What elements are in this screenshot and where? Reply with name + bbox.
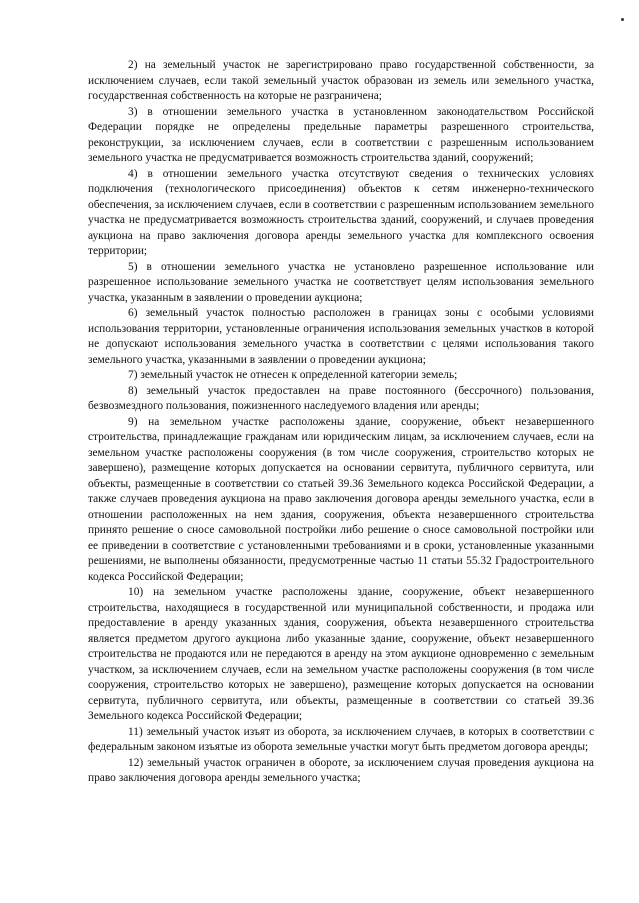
- paragraph-item-4: 4) в отношении земельного участка отсутствуют сведения о технических условиях подключения (технологического присоединения) объектов к сетям инженерно-технического обеспечения, за исключением случаев, если в соответствии с разрешенным использованием земельного участка не предусматривается возможность строительства зданий, сооружений, и случаев проведения аукциона на право заключения договора аренды земельного участка для комплексного освоения территории;: [88, 167, 594, 257]
- paragraph-item-2: 2) на земельный участок не зарегистрировано право государственной собственности, за исключением случаев, если такой земельный участок образован из земель или земельного участка, государственная собственность на которые не разграничена;: [88, 59, 594, 102]
- corner-mark: [621, 18, 624, 21]
- paragraph-item-5: 5) в отношении земельного участка не установлено разрешенное использование или разрешенное использование земельного участка не соответствует целям использования земельного участка, указанным в заявлении о проведении аукциона;: [88, 260, 594, 304]
- paragraph-item-12: 12) земельный участок ограничен в обороте, за исключением случая проведения аукциона на право заключения договора аренды земельного участка;: [88, 756, 594, 784]
- paragraph-item-10: 10) на земельном участке расположены здание, сооружение, объект незавершенного строительства, находящиеся в государственной или муниципальной собственности, и продажа или предоставление в аренду указанных здания, сооружения, объекта незавершенного строительства является предметом другого аукциона либо указанные здание, сооружение, объект незавершенного строительства не продаются или не передаются в аренду на этом аукционе одновременно с земельным участком, за исключением случаев, если на земельном участке расположены сооружения (в том числе сооружения, строительство которых не завершено), размещение которых допускается на основании сервитута, публичного сервитута, или объекты, размещенные в соответствии со статьей 39.36 Земельного кодекса Российской Федерации;: [88, 586, 594, 722]
- document-page: [88, 58, 594, 787]
- paragraph-item-9: 9) на земельном участке расположены здание, сооружение, объект незавершенного строительства, принадлежащие гражданам или юридическим лицам, за исключением случаев, если на земельном участке расположены сооружения (в том числе сооружения, строительство которых не завершено), размещение которых допускается на основании сервитута, публичного сервитута, или объекты, размещенные в соответствии со статьей 39.36 Земельного кодекса Российской Федерации, а также случаев проведения аукциона на право заключения договора аренды земельного участка, если в отношении расположенных на нем здания, сооружения, объекта незавершенного строительства принято решение о сносе самовольной постройки либо решение о сносе самовольной постройки или ее приведении в соответствие с установленными требованиями и в сроки, установленные указанными решениями, не выполнены обязанности, предусмотренные частью 11 статьи 55.32 Градостроительного кодекса Российской Федерации;: [88, 415, 594, 583]
- paragraph-item-7: 7) земельный участок не отнесен к определенной категории земель;: [128, 369, 458, 381]
- paragraph-item-3: 3) в отношении земельного участка в установленном законодательством Российской Федерации порядке не определены предельные параметры разрешенного строительства, реконструкции, за исключением случаев, если в соответствии с разрешенным использованием земельного участка не предусматривается возможность строительства зданий, сооружений;: [88, 105, 594, 164]
- paragraph-item-11: 11) земельный участок изъят из оборота, за исключением случаев, в которых в соответствии с федеральным законом изъятые из оборота земельные участки могут быть предметом договора аренды;: [88, 725, 594, 753]
- paragraph-item-6: 6) земельный участок полностью расположен в границах зоны с особыми условиями использования территории, установленные ограничения использования земельных участков в которой не допускают использования земельного участка в соответствии с целями использования такого земельного участка, указанными в заявлении о проведении аукциона;: [88, 307, 594, 366]
- paragraph-item-8: 8) земельный участок предоставлен на праве постоянного (бессрочного) пользования, безвозмездного пользования, пожизненного наследуемого владения или аренды;: [88, 384, 594, 412]
